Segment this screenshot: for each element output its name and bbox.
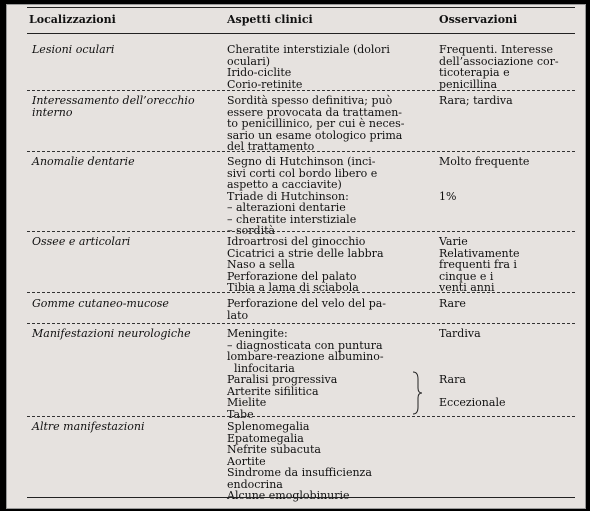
aspects-ossee-articolari: Idroartrosi del ginocchio Cicatrici a strie delle labbra Naso a sella Perforazione del palato Tibia a lama di sciabola: [227, 235, 384, 294]
row-divider: [27, 416, 575, 417]
aspects-altre-manifestazioni: Splenomegalia Epatomegalia Nefrite subacuta Aortite Sindrome da insufficienza endocrina Alcune emoglobinurie: [227, 420, 372, 502]
category-manifestazioni-neurologiche: Manifestazioni neurologiche: [32, 327, 191, 340]
aspects-orecchio-interno: Sordità spesso definitiva; può essere provocata da trattamen- to penicillinico, per cui è neces- sario un esame otologico prima del trattamento: [227, 94, 405, 153]
header-rule: [27, 33, 575, 34]
header-aspetti-clinici: Aspetti clinici: [227, 13, 313, 26]
category-orecchio-interno: Interessamento dell’orecchio interno: [32, 94, 195, 119]
category-gomme-cutaneo-mucose: Gomme cutaneo-mucose: [32, 297, 169, 310]
header-osservazioni: Osservazioni: [439, 13, 518, 26]
curly-brace-icon: [411, 371, 423, 415]
notes-orecchio-interno: Rara; tardiva: [439, 94, 513, 107]
notes-anomalie-dentarie: Molto frequente 1%: [439, 155, 530, 203]
category-ossee-articolari: Ossee e articolari: [32, 235, 131, 248]
notes-manifestazioni-neurologiche: Tardiva Rara Eccezionale: [439, 327, 506, 409]
category-lesioni-oculari: Lesioni oculari: [32, 43, 115, 56]
notes-lesioni-oculari: Frequenti. Interesse dell’associazione cor- ticoterapia e penicillina: [439, 43, 559, 91]
notes-gomme-cutaneo-mucose: Rare: [439, 297, 466, 310]
notes-ossee-articolari: Varie Relativamente frequenti fra i cinque e i venti anni: [439, 235, 520, 294]
category-anomalie-dentarie: Anomalie dentarie: [32, 155, 135, 168]
row-divider: [27, 90, 575, 91]
row-divider: [27, 231, 575, 232]
category-altre-manifestazioni: Altre manifestazioni: [32, 420, 145, 433]
aspects-lesioni-oculari: Cheratite interstiziale (dolori oculari) Irido-ciclite Corio-retinite: [227, 43, 390, 91]
header-localizzazioni: Localizzazioni: [29, 13, 116, 26]
document-page: [6, 4, 586, 509]
row-divider: [27, 323, 575, 324]
aspects-gomme-cutaneo-mucose: Perforazione del velo del pa- lato: [227, 297, 387, 322]
aspects-anomalie-dentarie: Segno di Hutchinson (inci- sivi corti col bordo libero e aspetto a cacciavite) Triade di Hutchinson: – alterazioni dentarie – cheratite interstiziale – sordità: [227, 155, 378, 237]
row-divider: [27, 292, 575, 293]
top-rule: [27, 7, 575, 8]
row-divider: [27, 151, 575, 152]
aspects-manifestazioni-neurologiche: Meningite: – diagnosticata con puntura lombare-reazione albumino- linfocitaria Paralisi progressiva Arterite sifilitica Mielite Tabe: [227, 327, 384, 421]
bottom-rule: [27, 497, 575, 498]
